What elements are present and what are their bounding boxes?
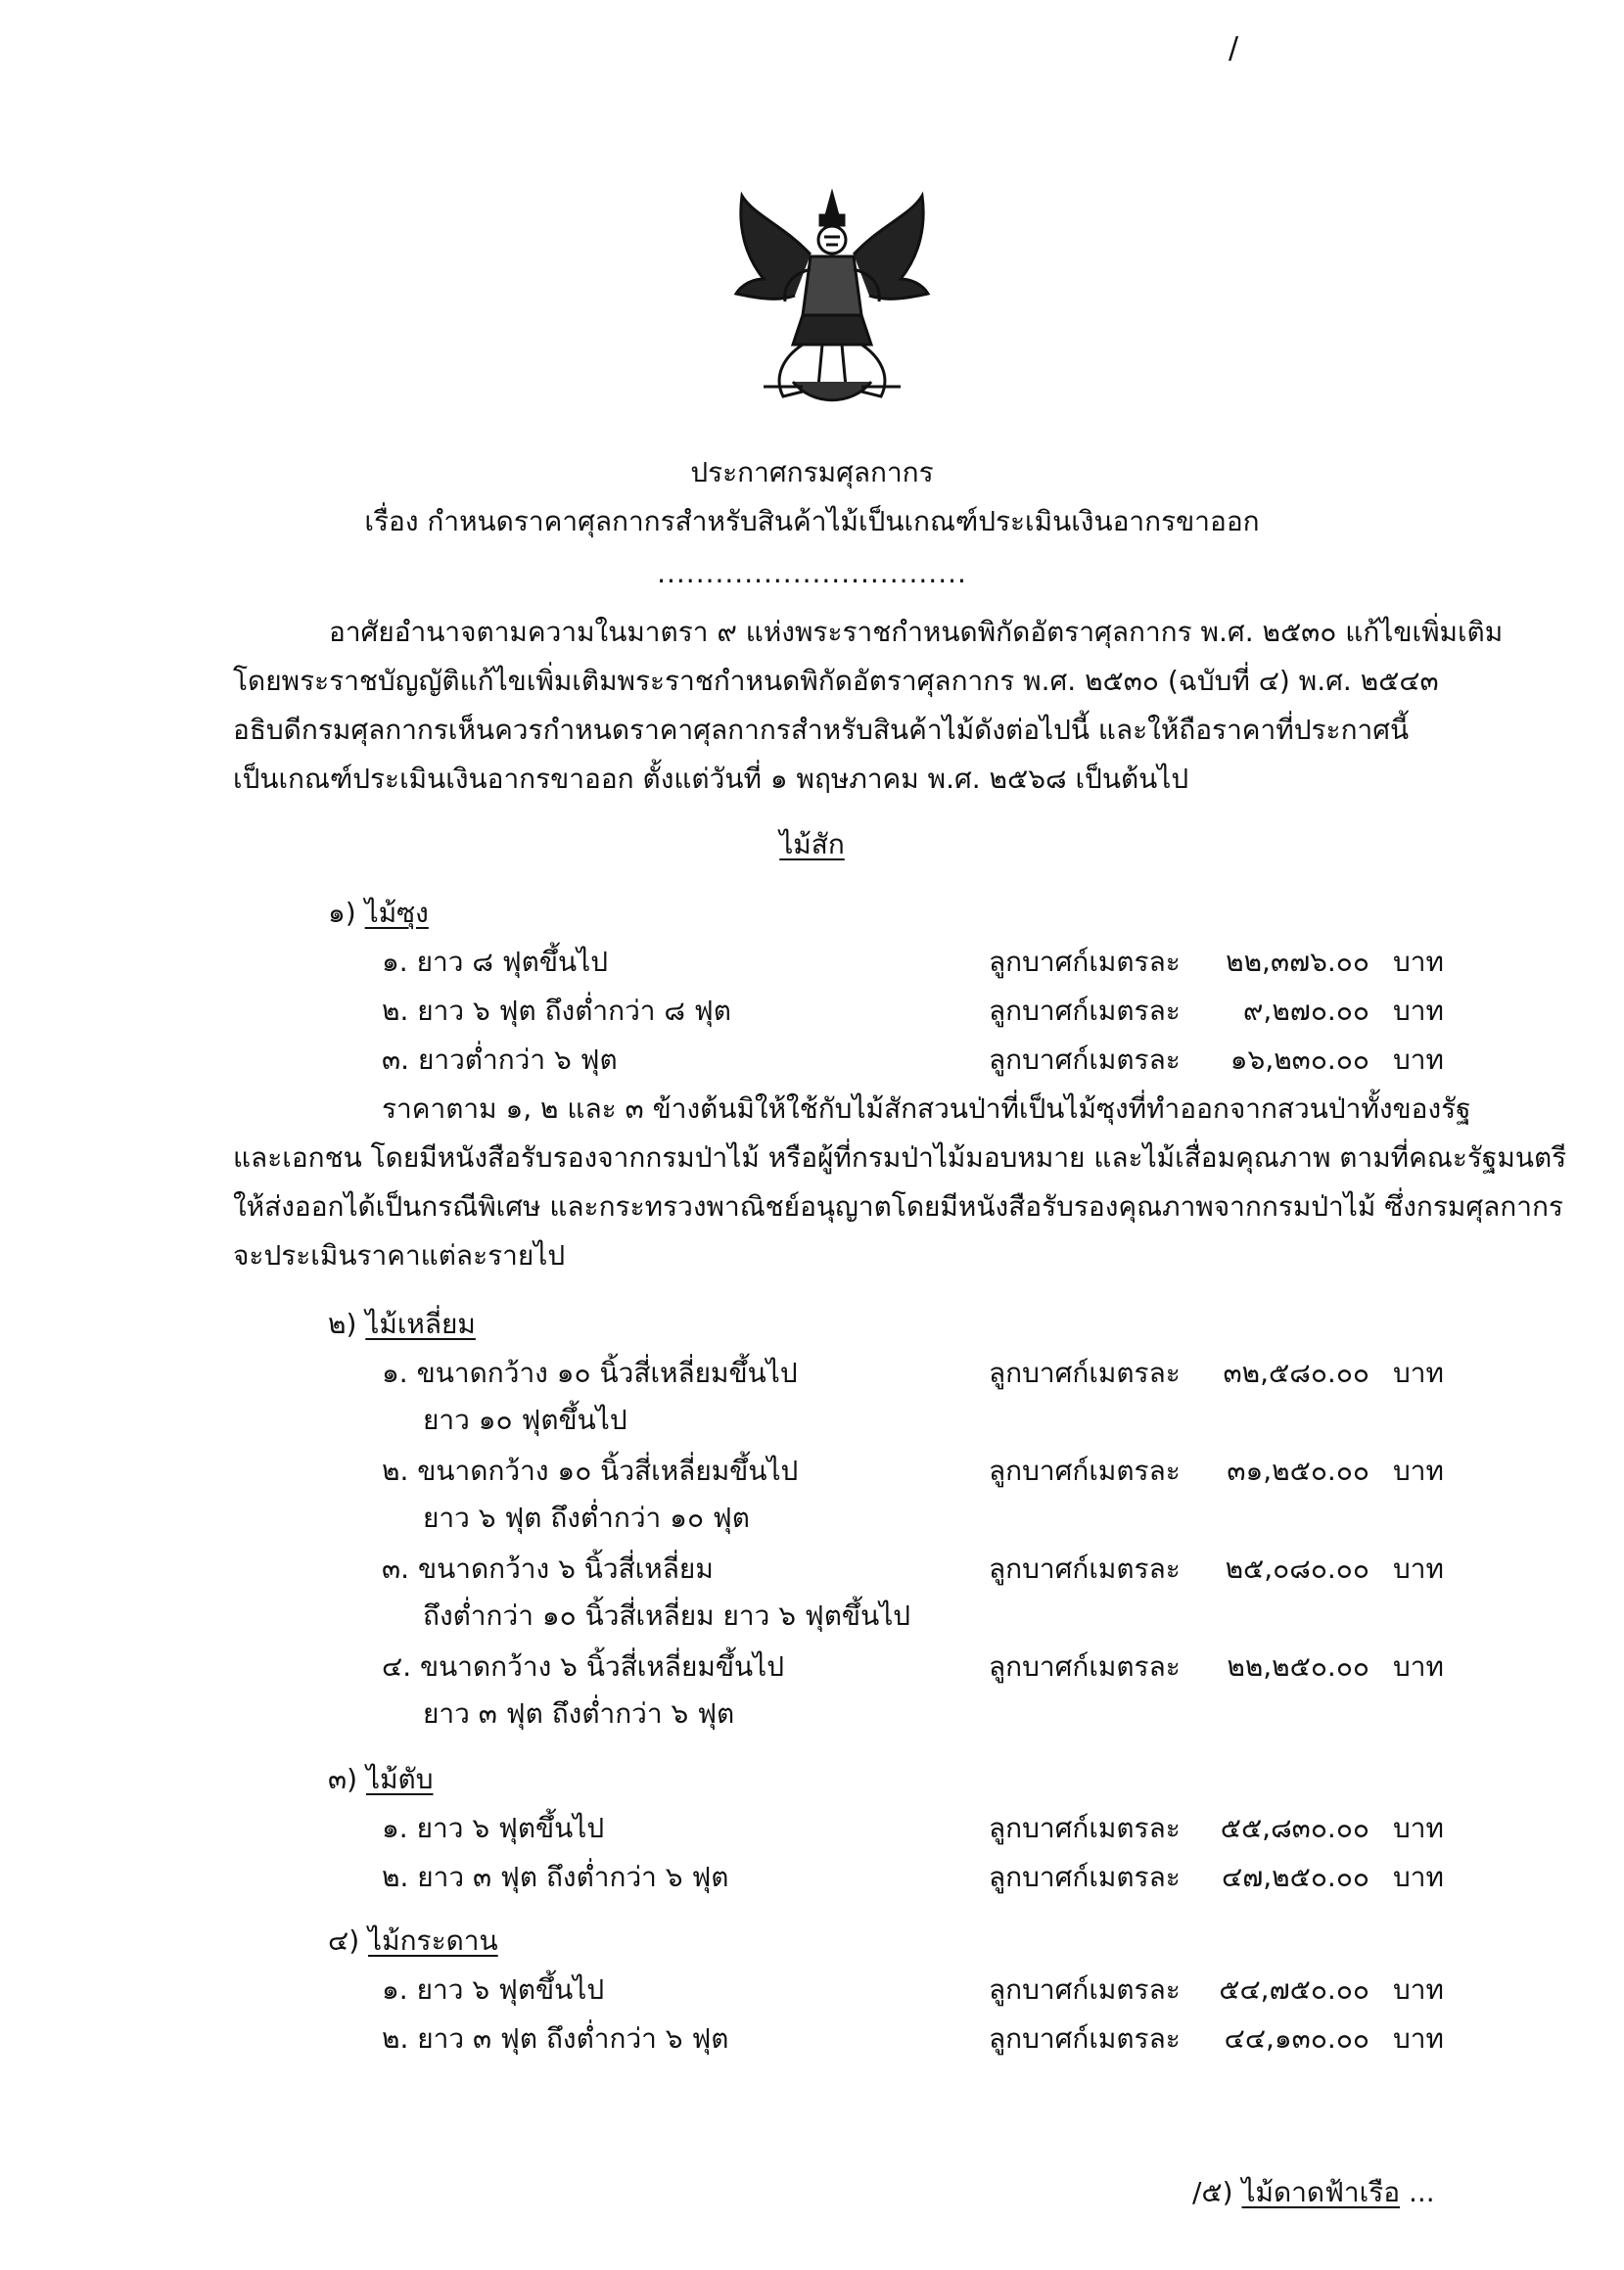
note-line-3: ให้ส่งออกได้เป็นกรณีพิเศษ และกระทรวงพาณิชย์อนุญาตโดยมีหนังสือรับรองคุณภาพจากกรมป่าไม้ ซึ่งกรมศุลกากร (233, 1190, 1563, 1223)
table-row (0, 2021, 1624, 2068)
item-description: ๔. ขนาดกว้าง ๖ นิ้วสี่เหลี่ยมขึ้นไป (382, 1650, 784, 1683)
section-name: ไม้เหลี่ยม (365, 1308, 476, 1340)
table-row (0, 1860, 1624, 1907)
continuation-suffix: ... (1408, 2176, 1435, 2208)
section-name: ไม้ตับ (365, 1763, 434, 1795)
item-unit: ลูกบาศก์เมตรละ (989, 1455, 1181, 1487)
item-price: ๓๑,๒๕๐.๐๐ (1227, 1455, 1369, 1487)
item-currency: บาท (1393, 1357, 1444, 1389)
item-price: ๓๒,๕๘๐.๐๐ (1223, 1357, 1369, 1389)
section-1-heading (328, 896, 429, 931)
separator: ................................ (657, 557, 967, 589)
intro-line-3: อธิบดีกรมศุลกากรเห็นควรกำหนดราคาศุลกากรสำหรับสินค้าไม้ดังต่อไปนี้ และให้ถือราคาที่ประกาศนี้ (233, 714, 1410, 746)
item-description: ๓. ยาวต่ำกว่า ๖ ฟุต (382, 1043, 618, 1076)
item-currency: บาท (1393, 995, 1444, 1027)
table-row (0, 1972, 1624, 2019)
item-unit: ลูกบาศก์เมตรละ (989, 1650, 1181, 1683)
item-unit: ลูกบาศก์เมตรละ (989, 1043, 1181, 1076)
item-unit: ลูกบาศก์เมตรละ (989, 1552, 1181, 1585)
intro-line-1: อาศัยอำนาจตามความในมาตรา ๙ แห่งพระราชกำหนดพิกัดอัตราศุลกากร พ.ศ. ๒๕๓๐ แก้ไขเพิ่มเติม (329, 616, 1504, 648)
item-description: ๓. ขนาดกว้าง ๖ นิ้วสี่เหลี่ยม (382, 1552, 714, 1585)
continuation-label: ไม้ดาดฟ้าเรือ (1241, 2176, 1401, 2208)
section-4-heading (328, 1923, 498, 1959)
item-price: ๔๔,๑๓๐.๐๐ (1224, 2022, 1369, 2055)
item-currency: บาท (1393, 1455, 1444, 1487)
item-description-continued: ยาว ๓ ฟุต ถึงต่ำกว่า ๖ ฟุต (423, 1697, 735, 1730)
item-description: ๒. ขนาดกว้าง ๑๐ นิ้วสี่เหลี่ยมขึ้นไป (382, 1455, 799, 1487)
item-description-continued: ยาว ๑๐ ฟุตขึ้นไป (423, 1404, 627, 1436)
item-currency: บาท (1393, 1973, 1444, 2006)
section-2-heading (328, 1307, 476, 1342)
item-description: ๑. ยาว ๖ ฟุตขึ้นไป (382, 1812, 605, 1844)
section-number: ๔) (328, 1924, 360, 1957)
item-description: ๑. ยาว ๖ ฟุตขึ้นไป (382, 1973, 605, 2006)
document-title: ประกาศกรมศุลกากร (690, 456, 934, 488)
table-row (0, 1356, 1624, 1450)
continuation-marker (1192, 2175, 1435, 2210)
note-line-4: จะประเมินราคาแต่ละรายไป (233, 1239, 566, 1272)
section-name: ไม้กระดาน (368, 1924, 498, 1957)
item-currency: บาท (1393, 946, 1444, 978)
item-unit: ลูกบาศก์เมตรละ (989, 995, 1181, 1027)
item-unit: ลูกบาศก์เมตรละ (989, 1357, 1181, 1389)
table-row (0, 1649, 1624, 1743)
table-row (0, 1552, 1624, 1645)
item-price: ๒๕,๐๘๐.๐๐ (1225, 1552, 1369, 1585)
note-line-1: ราคาตาม ๑, ๒ และ ๓ ข้างต้นมิให้ใช้กับไม้สักสวนป่าที่เป็นไม้ซุงที่ทำออกจากสวนป่าทั้งของรัฐ (382, 1092, 1471, 1125)
garuda-emblem (724, 186, 940, 411)
section-number: ๒) (328, 1308, 357, 1340)
item-description-continued: ยาว ๖ ฟุต ถึงต่ำกว่า ๑๐ ฟุต (423, 1502, 750, 1534)
item-price: ๒๒,๓๗๖.๐๐ (1226, 946, 1369, 978)
intro-line-2: โดยพระราชบัญญัติแก้ไขเพิ่มเติมพระราชกำหนดพิกัดอัตราศุลกากร พ.ศ. ๒๕๓๐ (ฉบับที่ ๔) พ.ศ. ๒๕๔๓ (233, 665, 1439, 697)
item-price: ๕๕,๘๓๐.๐๐ (1220, 1812, 1369, 1844)
section-3-heading (328, 1762, 433, 1797)
table-row (0, 945, 1624, 992)
item-currency: บาท (1393, 1552, 1444, 1585)
category-heading: ไม้สัก (779, 828, 845, 860)
table-row (0, 994, 1624, 1041)
section-number: ๓) (328, 1763, 358, 1795)
item-price: ๙,๒๗๐.๐๐ (1242, 995, 1369, 1027)
item-description: ๒. ยาว ๖ ฟุต ถึงต่ำกว่า ๘ ฟุต (382, 995, 731, 1027)
item-currency: บาท (1393, 1812, 1444, 1844)
item-unit: ลูกบาศก์เมตรละ (989, 946, 1181, 978)
item-currency: บาท (1393, 1650, 1444, 1683)
item-unit: ลูกบาศก์เมตรละ (989, 1812, 1181, 1844)
item-unit: ลูกบาศก์เมตรละ (989, 2022, 1181, 2055)
table-row (0, 1454, 1624, 1548)
item-description: ๑. ขนาดกว้าง ๑๐ นิ้วสี่เหลี่ยมขึ้นไป (382, 1357, 798, 1389)
section-name: ไม้ซุง (364, 897, 429, 929)
item-unit: ลูกบาศก์เมตรละ (989, 1973, 1181, 2006)
item-currency: บาท (1393, 2022, 1444, 2055)
continuation-prefix: /๕) (1192, 2176, 1233, 2208)
item-price: ๒๒,๒๕๐.๐๐ (1227, 1650, 1369, 1683)
item-description: ๒. ยาว ๓ ฟุต ถึงต่ำกว่า ๖ ฟุต (382, 2022, 729, 2055)
table-row (0, 1811, 1624, 1858)
intro-line-4: เป็นเกณฑ์ประเมินเงินอากรขาออก ตั้งแต่วันที่ ๑ พฤษภาคม พ.ศ. ๒๕๖๘ เป็นต้นไป (233, 763, 1189, 795)
item-description: ๒. ยาว ๓ ฟุต ถึงต่ำกว่า ๖ ฟุต (382, 1861, 729, 1893)
item-price: ๕๔,๗๕๐.๐๐ (1219, 1973, 1369, 2006)
table-row (0, 1042, 1624, 1089)
item-price: ๑๖,๒๓๐.๐๐ (1230, 1043, 1369, 1076)
note-line-2: และเอกชน โดยมีหนังสือรับรองจากกรมป่าไม้ หรือผู้ที่กรมป่าไม้มอบหมาย และไม้เสื่อมคุณภาพ ตามที่คณะรัฐมนตรี (233, 1141, 1567, 1174)
item-unit: ลูกบาศก์เมตรละ (989, 1861, 1181, 1893)
document-subject: เรื่อง กำหนดราคาศุลกากรสำหรับสินค้าไม้เป็นเกณฑ์ประเมินเงินอากรขาออก (364, 505, 1260, 537)
item-currency: บาท (1393, 1861, 1444, 1893)
item-description: ๑. ยาว ๘ ฟุตขึ้นไป (382, 946, 608, 978)
header-mark: / (1229, 31, 1239, 66)
item-description-continued: ถึงต่ำกว่า ๑๐ นิ้วสี่เหลี่ยม ยาว ๖ ฟุตขึ้นไป (423, 1599, 911, 1632)
item-currency: บาท (1393, 1043, 1444, 1076)
item-price: ๔๗,๒๕๐.๐๐ (1222, 1861, 1369, 1893)
section-number: ๑) (328, 897, 356, 929)
